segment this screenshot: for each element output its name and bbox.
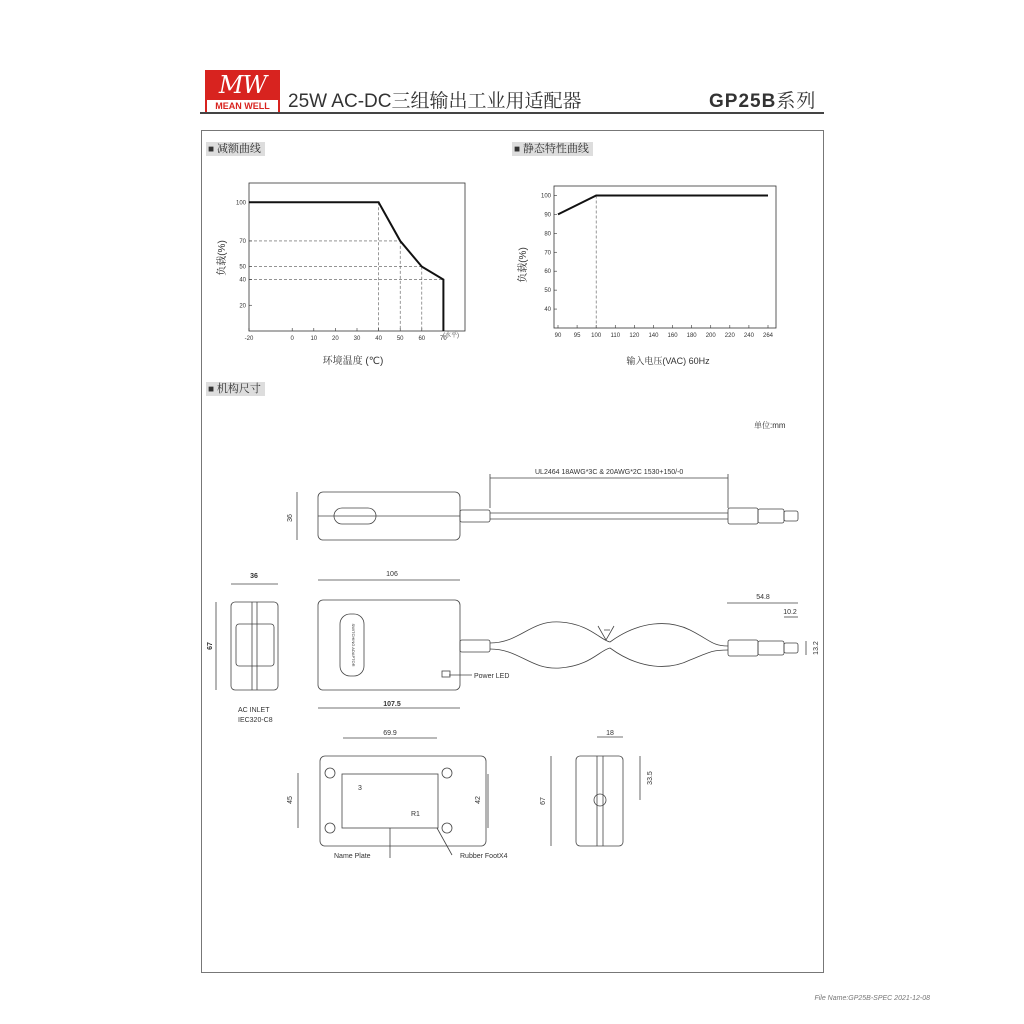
dim-45: 45 [287, 796, 294, 804]
static-y-tick-label: 90 [544, 212, 551, 219]
static-y-tick-label: 40 [544, 307, 551, 314]
cable-tie [598, 626, 614, 640]
derating-x-tick-label: 0 [290, 336, 294, 342]
static-y-tick-label: 50 [544, 288, 551, 295]
dim-36-side: 36 [287, 514, 294, 522]
dc-plug-tip-side [784, 511, 798, 521]
dc-plug-body-top [728, 640, 758, 656]
static-y-tick-label: 70 [544, 250, 551, 257]
derating-x-tick-label: 50 [396, 336, 404, 342]
name-plate-label: Name Plate [334, 853, 371, 860]
static-x-label: 输入电压(VAC) 60Hz [626, 356, 710, 366]
file-footer: File Name:GP25B-SPEC 2021-12-08 [814, 995, 930, 1002]
static-x-tick-label: 140 [648, 333, 659, 339]
iec-label: IEC320-C8 [238, 717, 273, 724]
derating-y-tick-label: 40 [239, 277, 246, 284]
ac-inlet-label: AC INLET [238, 707, 270, 714]
rubber-foot-1 [325, 768, 335, 778]
dim-107-5: 107.5 [383, 701, 401, 708]
static-x-tick-label: 90 [554, 333, 562, 339]
static-y-label: 负载(%) [518, 247, 529, 283]
dim-69-9: 69.9 [383, 730, 397, 737]
ac-inlet-recess [236, 624, 274, 666]
section-mechanical-heading: ■ 机构尺寸 [206, 382, 265, 396]
derating-x-label: 环境温度 (℃) [322, 356, 384, 367]
static-x-tick-label: 95 [573, 333, 581, 339]
rubber-foot-2 [442, 768, 452, 778]
derating-y-tick-label: 70 [239, 238, 246, 245]
static-x-tick-label: 180 [686, 333, 697, 339]
derating-x-tick-label: 60 [418, 336, 426, 342]
dim-67-right: 67 [540, 797, 547, 805]
adaptor-end-body [231, 602, 278, 690]
unit-label: 单位:mm [754, 421, 786, 430]
static-x-tick-label: 110 [610, 333, 621, 339]
rubber-foot-4 [442, 823, 452, 833]
static-x-tick-label: 120 [629, 333, 640, 339]
dim-33-5: 33.5 [647, 771, 654, 785]
rubber-foot-label: Rubber FootX4 [460, 853, 508, 860]
section-derating-heading: ■ 减额曲线 [206, 142, 265, 156]
static-x-tick-label: 200 [705, 333, 716, 339]
static-x-tick-label: 100 [591, 333, 602, 339]
logo-mark: MW [218, 71, 267, 99]
adaptor-top-body [318, 600, 460, 690]
adaptor-end-body-2 [576, 756, 623, 846]
derating-y-label: 负载(%) [217, 240, 228, 276]
dc-plug-head-top [758, 641, 784, 655]
static-y-tick-label: 100 [540, 193, 551, 200]
strain-relief-side [460, 510, 490, 522]
r1-label: R1 [411, 811, 420, 818]
dim-54-8: 54.8 [756, 594, 770, 601]
derating-y-tick-label: 50 [239, 264, 246, 271]
derating-y-tick-label: 20 [239, 303, 246, 310]
dc-outlet [594, 794, 606, 806]
name-plate [342, 774, 438, 828]
strain-relief-top [460, 640, 490, 652]
static-x-tick-label: 240 [743, 333, 754, 339]
rubber-foot-3 [325, 823, 335, 833]
dim-10-2: 10.2 [783, 609, 797, 616]
dc-plug-tip-top [784, 643, 798, 653]
static-x-tick-label: 220 [724, 333, 735, 339]
dim-36-top: 36 [250, 573, 258, 580]
static-x-tick-label: 160 [667, 333, 678, 339]
derating-x-tick-label: -20 [244, 336, 254, 342]
derating-x-tick-label: 20 [332, 336, 339, 342]
page-title: 25W AC-DC三组输出工业用适配器 [288, 91, 582, 112]
logo-brand-text: MEAN WELL [207, 100, 278, 112]
power-led [442, 671, 450, 677]
series-model: GP25B [709, 91, 777, 112]
static-x-tick-label: 264 [762, 333, 774, 339]
dim-106: 106 [386, 571, 398, 578]
derating-x-unit-note: (水平) [443, 333, 459, 339]
derating-x-tick-label: 70 [440, 336, 447, 342]
derating-y-tick-label: 100 [235, 200, 246, 207]
section-static-heading: ■ 静态特性曲线 [512, 142, 593, 156]
dim-42: 42 [475, 796, 482, 804]
label-plate-text: SWITCHING ADAPTOR [351, 623, 356, 667]
adaptor-bottom-body [320, 756, 486, 846]
cable-loop-top-outer [490, 622, 728, 646]
derating-x-tick-label: 10 [310, 336, 318, 342]
derating-x-tick-label: 30 [353, 336, 361, 342]
power-led-label: Power LED [474, 673, 510, 680]
dc-plug-head-side [758, 509, 784, 523]
cable-spec-label: UL2464 18AWG*3C & 20AWG*2C 1530+150/-0 [535, 469, 684, 476]
static-y-tick-label: 60 [544, 269, 551, 276]
static-y-tick-label: 80 [544, 231, 551, 238]
dim-18: 18 [606, 730, 614, 737]
dim-3: 3 [358, 785, 362, 792]
cable-loop-top-inner [490, 648, 728, 668]
dim-67-left: 67 [207, 642, 214, 650]
derating-x-tick-label: 40 [375, 336, 382, 342]
dc-plug-body-side [728, 508, 758, 524]
series-suffix: 系列 [776, 91, 817, 112]
dim-13-2: 13.2 [813, 641, 820, 655]
